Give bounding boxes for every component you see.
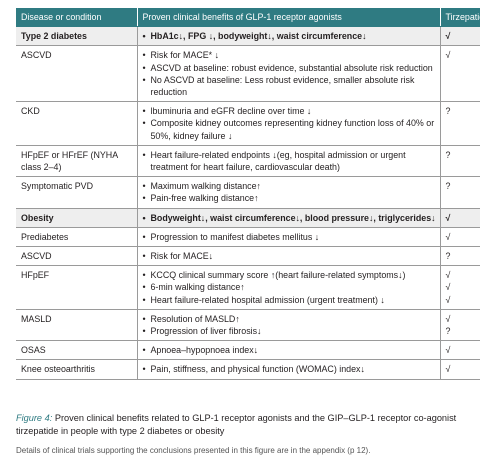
tirzepatide-cell xyxy=(440,341,480,360)
benefit-list xyxy=(143,49,437,98)
benefit-item: • Risk for MACE* ↓ xyxy=(143,49,437,61)
tirzepatide-mark: √ xyxy=(445,294,451,305)
condition-cell: HFpEF or HFrEF (NYHA class 2–4) xyxy=(16,145,137,176)
tirzepatide-cell xyxy=(440,27,480,46)
benefit-item: • lbuminuria and eGFR decline over time ↓ xyxy=(143,105,437,117)
table-row xyxy=(16,27,480,46)
table-row xyxy=(16,208,480,227)
table-row xyxy=(16,266,480,310)
tirzepatide-mark: √ xyxy=(445,313,451,324)
benefit-item: • Pain-free walking distance↑ xyxy=(143,192,437,204)
tirzepatide-cell xyxy=(440,46,480,102)
benefit-list xyxy=(143,30,437,42)
benefit-item: • Maximum walking distance↑ xyxy=(143,180,437,192)
benefit-item: • Resolution of MASLD↑ xyxy=(143,313,437,325)
condition-cell: HFpEF xyxy=(16,266,137,310)
condition-cell: Type 2 diabetes xyxy=(16,27,137,46)
tirzepatide-mark: ? xyxy=(445,106,451,117)
table-row xyxy=(16,177,480,208)
benefit-item: • Pain, stiffness, and physical function (WOMAC) index↓ xyxy=(143,363,437,375)
tirzepatide-mark: √ xyxy=(445,212,451,223)
tirzepatide-mark: √ xyxy=(445,231,451,242)
benefits-cell xyxy=(137,102,440,146)
benefit-item: • Progression to manifest diabetes mellitus ↓ xyxy=(143,231,437,243)
condition-cell: ASCVD xyxy=(16,46,137,102)
benefits-cell xyxy=(137,145,440,176)
benefit-item: • Heart failure-related hospital admission (urgent treatment) ↓ xyxy=(143,294,437,306)
condition-cell: ASCVD xyxy=(16,247,137,266)
tirzepatide-cell xyxy=(440,247,480,266)
benefit-item: • Apnoea–hypopnoea index↓ xyxy=(143,344,437,356)
benefits-table xyxy=(16,8,490,380)
tirzepatide-mark: ? xyxy=(445,326,451,337)
condition-cell: Symptomatic PVD xyxy=(16,177,137,208)
figure-label: Figure 4: xyxy=(16,413,53,423)
condition-cell: Obesity xyxy=(16,208,137,227)
benefits-cell xyxy=(137,360,440,379)
benefit-item: • 6-min walking distance↑ xyxy=(143,281,437,293)
benefit-list xyxy=(143,180,437,204)
condition-cell: Prediabetes xyxy=(16,227,137,246)
benefit-item: • Risk for MACE↓ xyxy=(143,250,437,262)
table-row xyxy=(16,46,480,102)
tirzepatide-mark: √ xyxy=(445,364,451,375)
benefit-list xyxy=(143,363,437,375)
benefit-item: • No ASCVD at baseline: Less robust evidence, smaller absolute risk reduction xyxy=(143,74,437,98)
tirzepatide-cell xyxy=(440,266,480,310)
benefit-list xyxy=(143,344,437,356)
condition-cell: MASLD xyxy=(16,309,137,340)
benefit-list xyxy=(143,231,437,243)
benefit-item: • HbA1c↓, FPG ↓, bodyweight↓, waist circumference↓ xyxy=(143,30,437,42)
benefits-cell xyxy=(137,309,440,340)
benefit-list xyxy=(143,313,437,337)
tirzepatide-cell xyxy=(440,360,480,379)
benefits-cell xyxy=(137,247,440,266)
benefits-cell xyxy=(137,27,440,46)
benefit-list xyxy=(143,105,437,142)
tirzepatide-cell xyxy=(440,309,480,340)
table-row xyxy=(16,227,480,246)
benefits-cell xyxy=(137,266,440,310)
tirzepatide-mark: √ xyxy=(445,50,451,61)
tirzepatide-mark: ? xyxy=(445,181,451,192)
table-row xyxy=(16,341,480,360)
benefit-list xyxy=(143,250,437,262)
condition-cell: Knee osteoarthritis xyxy=(16,360,137,379)
header-condition: Disease or condition xyxy=(16,8,137,27)
tirzepatide-cell xyxy=(440,208,480,227)
header-tirzepatide: Tirzepatide xyxy=(440,8,480,27)
tirzepatide-cell xyxy=(440,177,480,208)
table-row xyxy=(16,145,480,176)
table-row xyxy=(16,102,480,146)
benefits-cell xyxy=(137,177,440,208)
tirzepatide-mark: ? xyxy=(445,149,451,160)
condition-cell: CKD xyxy=(16,102,137,146)
tirzepatide-mark: √ xyxy=(445,345,451,356)
benefit-item: • Composite kidney outcomes representing kidney function loss of 40% or 50%, kidney failure ↓ xyxy=(143,117,437,141)
benefit-list xyxy=(143,212,437,224)
benefits-cell xyxy=(137,341,440,360)
table-header-row xyxy=(16,8,480,27)
benefit-list xyxy=(143,269,437,306)
tirzepatide-cell xyxy=(440,227,480,246)
tirzepatide-mark: √ xyxy=(445,270,451,281)
header-benefits: Proven clinical benefits of GLP-1 receptor agonists xyxy=(137,8,440,27)
condition-cell: OSAS xyxy=(16,341,137,360)
figure-title: Proven clinical benefits related to GLP-1 receptor agonists and the GIP–GLP-1 receptor co-agonist tirzepatide in people with type 2 diabetes or obesity xyxy=(16,413,457,436)
figure-note: Details of clinical trials supporting the conclusions presented in this figure are in the appendix (p 12). xyxy=(16,446,371,455)
benefit-item: • KCCQ clinical summary score ↑(heart failure-related symptoms↓) xyxy=(143,269,437,281)
table-body xyxy=(16,27,480,379)
table-row xyxy=(16,309,480,340)
table-row xyxy=(16,360,480,379)
tirzepatide-mark: ? xyxy=(445,251,451,262)
figure-caption xyxy=(16,412,486,438)
benefits-cell xyxy=(137,208,440,227)
benefit-item: • ASCVD at baseline: robust evidence, substantial absolute risk reduction xyxy=(143,62,437,74)
benefit-item: • Heart failure-related endpoints ↓(eg, hospital admission or urgent treatment for heart failure, cardiovascular death) xyxy=(143,149,437,173)
table-row xyxy=(16,247,480,266)
tirzepatide-mark: √ xyxy=(445,31,451,42)
benefit-item: • Bodyweight↓, waist circumference↓, blood pressure↓, triglycerides↓ xyxy=(143,212,437,224)
tirzepatide-cell xyxy=(440,102,480,146)
tirzepatide-mark: √ xyxy=(445,282,451,293)
tirzepatide-cell xyxy=(440,145,480,176)
benefits-cell xyxy=(137,46,440,102)
benefit-item: • Progression of liver fibrosis↓ xyxy=(143,325,437,337)
benefits-cell xyxy=(137,227,440,246)
benefit-list xyxy=(143,149,437,173)
